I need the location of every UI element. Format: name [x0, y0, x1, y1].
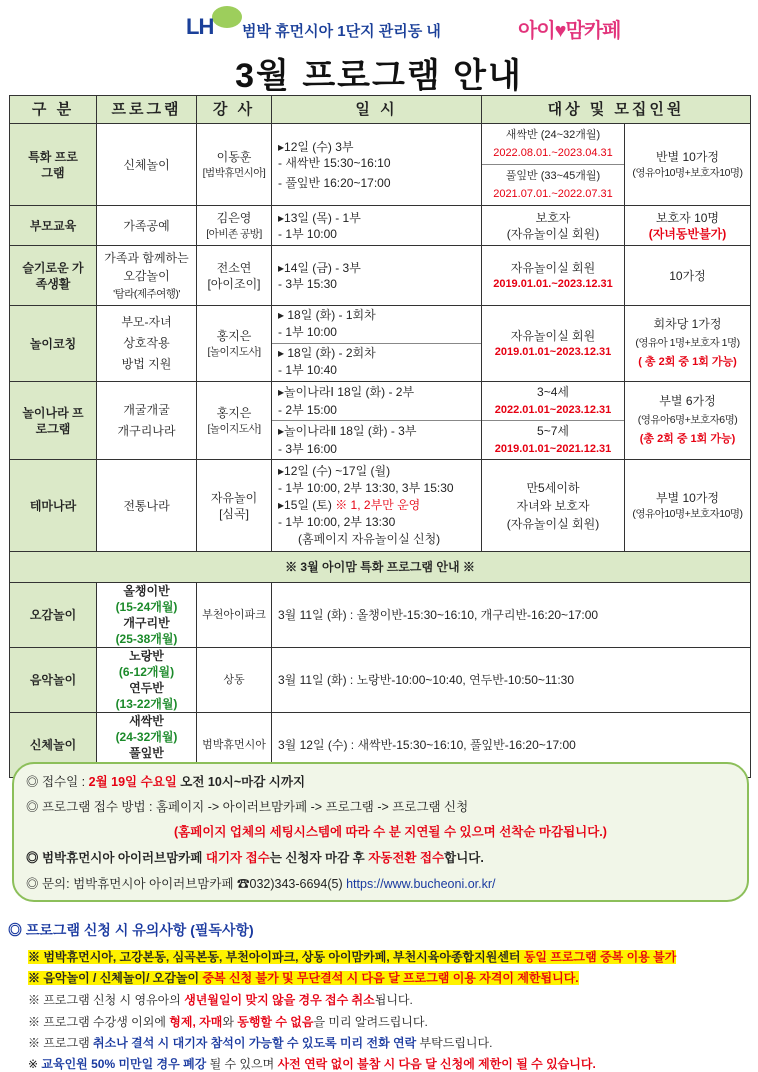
- caution-item: ※ 음악놀이 / 신체놀이/ 오감놀이 중복 신청 불가 및 무단결석 시 다음 달 프로그램 이용 자격이 제한됩니다.: [28, 971, 579, 985]
- lecturer-cell: 이동훈 [범박휴먼시아]: [197, 124, 272, 206]
- capacity-cell: 10가정: [625, 246, 751, 306]
- program-table: [9, 95, 751, 778]
- category-cell: 테마나라: [10, 460, 97, 552]
- caution-item: ※ 프로그램 취소나 결석 시 대기자 참석이 가능할 수 있도록 미리 전화 연락 부탁드립니다.: [28, 1036, 493, 1050]
- cafe-logo: 아이♥맘카페: [518, 20, 621, 42]
- notice-registration-date: ◎ 접수일 : 2월 19일 수요일 오전 10시~마감 시까지: [26, 775, 306, 789]
- program-cell: 전통나라: [97, 460, 197, 552]
- special-category: 오감놀이: [10, 583, 97, 648]
- caution-item: ※ 프로그램 수강생 이외에 형제, 자매와 동행할 수 없음을 미리 알려드립니다.: [28, 1015, 428, 1029]
- header-schedule: 일 시: [272, 96, 482, 124]
- target-cell: 자유놀이실 회원 2019.01.01~2023.12.31: [482, 306, 625, 382]
- program-cell: 신체놀이: [97, 124, 197, 206]
- target-cell: 보호자 (자유놀이실 회원): [482, 206, 625, 246]
- notice-contact: ◎ 문의: 범박휴먼시아 아이러브맘카페 ☎032)343-6694(5) https://www.bucheoni.or.kr/: [26, 877, 496, 891]
- lh-logo: LH: [186, 14, 214, 39]
- table-row: [10, 206, 751, 246]
- caution-item: ※ 교육인원 50% 미만일 경우 폐강 될 수 있으며 사전 연락 없이 불참 시 다음 달 신청에 제한이 될 수 있습니다.: [28, 1057, 596, 1071]
- table-row: [10, 124, 751, 206]
- schedule-cell: ▸놀이나라Ⅰ 18일 (화) - 2부 - 2부 15:00 ▸놀이나라Ⅱ 18일 (화) - 3부 - 3부 16:00: [272, 382, 482, 460]
- lecturer-cell: 홍지은 [놀이지도사]: [197, 382, 272, 460]
- special-place: 부천아이파크: [197, 583, 272, 648]
- header-target: 대상 및 모집인원: [482, 96, 751, 124]
- category-cell: 놀이나라 프로그램: [10, 382, 97, 460]
- lecturer-cell: 김은영 [아비존 공방]: [197, 206, 272, 246]
- capacity-cell: 반별 10가정 (영유아10명+보호자10명): [625, 124, 751, 206]
- schedule-cell: ▸12일 (수) ~17일 (월) - 1부 10:00, 2부 13:30, 3부 15:30 ▸15일 (토) ※ 1, 2부만 운영 - 1부 10:00, 2부 13:30 (홈페이지 자유놀이실 신청): [272, 460, 482, 552]
- notice-registration-method: ◎ 프로그램 접수 방법 : 홈페이지 -> 아이러브맘카페 -> 프로그램 -> 프로그램 신청: [26, 800, 469, 814]
- lecturer-cell: 자유놀이 [심곡]: [197, 460, 272, 552]
- program-cell: 부모-자녀 상호작용 방법 지원: [97, 306, 197, 382]
- special-schedule: 3월 11일 (화) : 노랑반-10:00~10:40, 연두반-10:50~11:30: [272, 648, 751, 713]
- lecturer-cell: 홍지은 [놀이지도사]: [197, 306, 272, 382]
- header-category: 구 분: [10, 96, 97, 124]
- page-header: [0, 0, 758, 95]
- lecturer-cell: 전소연 [아이조이]: [197, 246, 272, 306]
- target-cell: 만5세이하 자녀와 보호자 (자유놀이실 회원): [482, 460, 625, 552]
- category-cell: 슬기로운 가족생활: [10, 246, 97, 306]
- header-program: 프로그램: [97, 96, 197, 124]
- caution-title: ◎ 프로그램 신청 시 유의사항 (필독사항): [8, 922, 254, 938]
- table-row: [10, 246, 751, 306]
- table-row: [10, 460, 751, 552]
- table-row: [10, 382, 751, 460]
- target-cell: 자유놀이실 회원 2019.01.01.~2023.12.31: [482, 246, 625, 306]
- special-category: 음악놀이: [10, 648, 97, 713]
- special-row: [10, 648, 751, 713]
- special-row: [10, 583, 751, 648]
- category-cell: 부모교육: [10, 206, 97, 246]
- capacity-cell: 부별 6가정 (영유아6명+보호자6명) (총 2회 중 1회 가능): [625, 382, 751, 460]
- notice-delay-warning: (홈페이지 업체의 세팅시스템에 따라 수 분 지연될 수 있으며 선착순 마감됩니다.): [174, 825, 607, 839]
- special-place: 상동: [197, 648, 272, 713]
- schedule-cell: ▸14일 (금) - 3부 - 3부 15:30: [272, 246, 482, 306]
- special-schedule: 3월 11일 (화) : 올챙이반-15:30~16:10, 개구리반-16:20~17:00: [272, 583, 751, 648]
- schedule-cell: ▸13일 (목) - 1부 - 1부 10:00: [272, 206, 482, 246]
- capacity-cell: 회차당 1가정 (영유아 1명+보호자 1명) ( 총 2회 중 1회 가능): [625, 306, 751, 382]
- page-title: 3월 프로그램 안내: [235, 57, 523, 95]
- category-cell: 놀이코칭: [10, 306, 97, 382]
- schedule-cell: ▸ 18일 (화) - 1회차 - 1부 10:00 ▸ 18일 (화) - 2회차 - 1부 10:40: [272, 306, 482, 382]
- caution-item: ※ 프로그램 신청 시 영유아의 생년월일이 맞지 않을 경우 접수 취소됩니다.: [28, 993, 413, 1007]
- program-cell: 가족공예: [97, 206, 197, 246]
- special-category: 신체놀이: [10, 713, 97, 778]
- capacity-cell: 부별 10가정 (영유아10명+보호자10명): [625, 460, 751, 552]
- special-schedule: 3월 12일 (수) : 새싹반-15:30~16:10, 풀잎반-16:20~17:00: [272, 713, 751, 778]
- table-row: [10, 306, 751, 382]
- notice-waitlist: ◎ 범박휴먼시아 아이러브맘카페 대기자 접수는 신청자 마감 후 자동전환 접수합니다.: [26, 851, 484, 865]
- header-lecturer: 강 사: [197, 96, 272, 124]
- website-link[interactable]: https://www.bucheoni.or.kr/: [346, 877, 496, 891]
- schedule-cell: ▸12일 (수) 3부 - 새싹반 15:30~16:10 - 풀잎반 16:20~17:00: [272, 124, 482, 206]
- capacity-cell: 보호자 10명 (자녀동반불가): [625, 206, 751, 246]
- lh-logo-leaf-icon: [212, 6, 242, 28]
- special-program-banner: ※ 3월 아이맘 특화 프로그램 안내 ※: [10, 552, 751, 583]
- special-classes: 노랑반 (6-12개월) 연두반 (13-22개월): [97, 648, 197, 713]
- program-cell: 가족과 함께하는 오감놀이 '탐라(제주여행)': [97, 246, 197, 306]
- header-subtitle: 범박 휴먼시아 1단지 관리동 내: [242, 23, 441, 40]
- category-cell: 특화 프로그램: [10, 124, 97, 206]
- target-cell: 새싹반 (24~32개월) 2022.08.01.~2023.04.31 풀잎반 (33~45개월) 2021.07.01.~2022.07.31: [482, 124, 625, 206]
- special-classes: 올챙이반 (15-24개월) 개구리반 (25-38개월): [97, 583, 197, 648]
- special-place: 범박휴먼시아: [197, 713, 272, 778]
- target-cell: 3~4세 2022.01.01~2023.12.31 5~7세 2019.01.01~2021.12.31: [482, 382, 625, 460]
- special-classes: 새싹반 (24-32개월) 풀잎반: [97, 713, 197, 778]
- special-program-banner-row: [10, 552, 751, 583]
- table-header-row: [10, 96, 751, 124]
- program-cell: 개굴개굴 개구리나라: [97, 382, 197, 460]
- caution-item: ※ 범박휴먼시아, 고강본동, 심곡본동, 부천아이파크, 상동 아이맘카페, 부천시육아종합지원센터 동일 프로그램 중복 이용 불가: [28, 950, 677, 964]
- registration-notice-box: [12, 762, 749, 902]
